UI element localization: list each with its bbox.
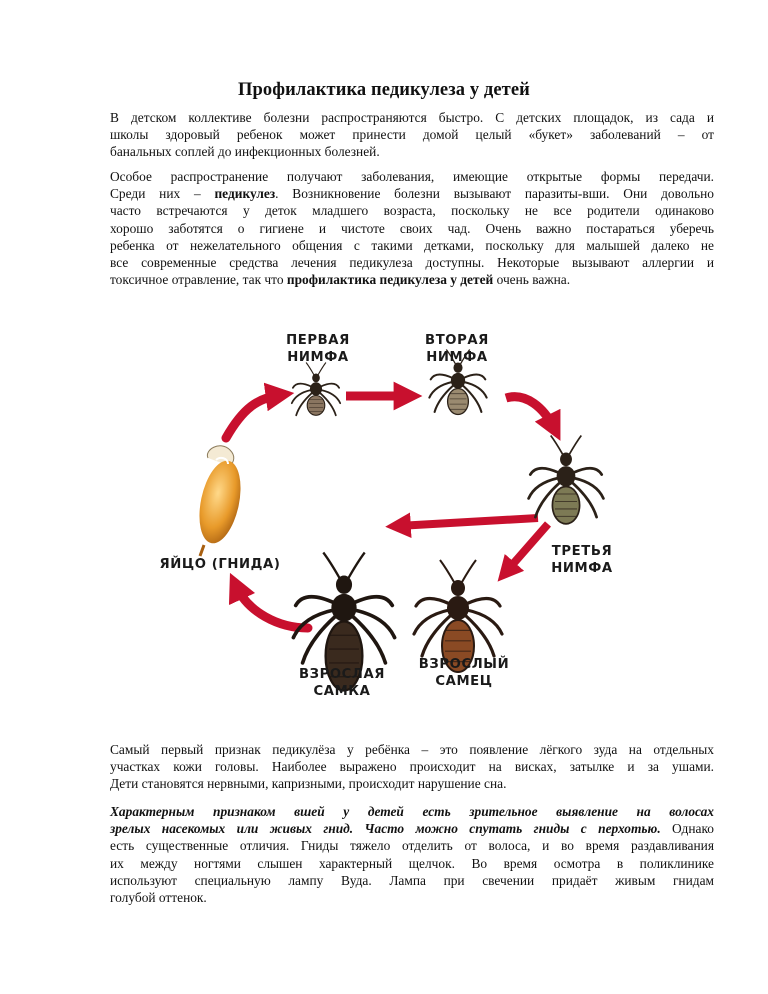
label-adult-male-line2: САМЕЦ (435, 674, 493, 689)
egg-nit-illustration (193, 446, 248, 556)
bold-term-prevention: профилактика педикулеза у детей (286, 272, 494, 288)
text-line (110, 271, 714, 288)
adult-male-louse (414, 560, 502, 672)
paragraph-spread (110, 168, 714, 288)
arrow-egg-to-first (226, 395, 280, 438)
text-line: школы здоровый ребенок может принести домой целый «букет» заболеваний – от (110, 127, 714, 143)
first-nymph-louse (292, 363, 340, 416)
arrow-third-to-male (506, 524, 548, 572)
label-egg: ЯЙЦО (ГНИДА) (159, 557, 281, 572)
arrow-third-to-female (398, 518, 538, 526)
page-title: Профилактика педикулеза у детей (238, 80, 530, 100)
text-line: их между ногтями слышен характерный щелчок. Во время осмотра в поликлинике (110, 855, 714, 871)
text-run: токсичное отравление, так что (110, 272, 287, 288)
label-third-nymph-line2: НИМФА (551, 561, 613, 576)
text-run: Однако (660, 821, 714, 837)
text-run: Среди них – (110, 186, 215, 202)
label-third-nymph-line1: ТРЕТЬЯ (551, 544, 613, 559)
lifecycle-svg (108, 310, 688, 730)
label-adult-female-line1: ВЗРОСЛАЯ (298, 667, 386, 682)
paragraph-signs (110, 803, 714, 906)
arrow-female-to-egg (236, 586, 308, 628)
bold-italic-run: Характерным признаком вшей у детей есть зрительное выявление на волосах (110, 804, 714, 819)
text-line: все современные средства лечения педикулеза доступны. Некоторые вызывают аллергии и (110, 255, 714, 271)
label-second-nymph-line1: ВТОРАЯ (425, 333, 489, 348)
text-line: ребенка от нежелательного общения с такими детками, поскольку для малышей далеко не (110, 237, 714, 253)
arrow-second-to-third (506, 397, 554, 428)
text-line: голубой оттенок. (110, 890, 207, 906)
third-nymph-louse (529, 436, 604, 524)
label-first-nymph-line1: ПЕРВАЯ (286, 333, 350, 348)
text-line: есть существенные отличия. Гниды тяжело отделить от волоса, и во время раздавливания (110, 838, 714, 854)
text-line (110, 803, 714, 820)
text-line: хорошо заботятся о гигиене и чистоте своих чад. Очень важно постараться уберечь (110, 220, 714, 236)
paragraph-intro (110, 109, 714, 161)
label-adult-female-line2: САМКА (313, 684, 371, 699)
label-second-nymph-line2: НИМФА (426, 350, 488, 365)
label-adult-male-line1: ВЗРОСЛЫЙ (418, 657, 510, 672)
text-run: очень важна. (493, 272, 571, 288)
text-line: Самый первый признак педикулёза у ребёнка – это появление лёгкого зуда на отдельных (110, 742, 714, 757)
text-line: часто встречаются у деток младшего возраста, поскольку не все родители одинаково (110, 203, 714, 219)
text-line: участках кожи головы. Наиболее выражено происходит на висках, затылке и за ушами. (110, 759, 714, 775)
text-line: В детском коллективе болезни распространяются быстро. С детских площадок, из сада и (110, 110, 714, 125)
lice-lifecycle-diagram (108, 310, 688, 730)
bold-italic-run: зрелых насекомых или живых гнид. Часто можно спутать гниды с перхотью. (110, 821, 661, 837)
text-line: банальных соплей до инфекционных болезней. (110, 144, 380, 160)
text-line: Особое распространение получают заболевания, имеющие открытые формы передачи. (110, 169, 714, 184)
text-line (110, 820, 714, 837)
text-run: . Возникновение болезни вызывают паразиты-вши. Они довольно (275, 186, 715, 202)
label-first-nymph-line2: НИМФА (287, 350, 349, 365)
text-line: Дети становятся нервными, капризными, происходит нарушение сна. (110, 776, 507, 792)
text-line: используют специальную лампу Вуда. Лампа при свечении придаёт живым гнидам (110, 872, 714, 888)
paragraph-symptoms (110, 741, 714, 793)
bold-term-pediculosis: педикулез (214, 186, 276, 202)
text-line (110, 185, 714, 202)
